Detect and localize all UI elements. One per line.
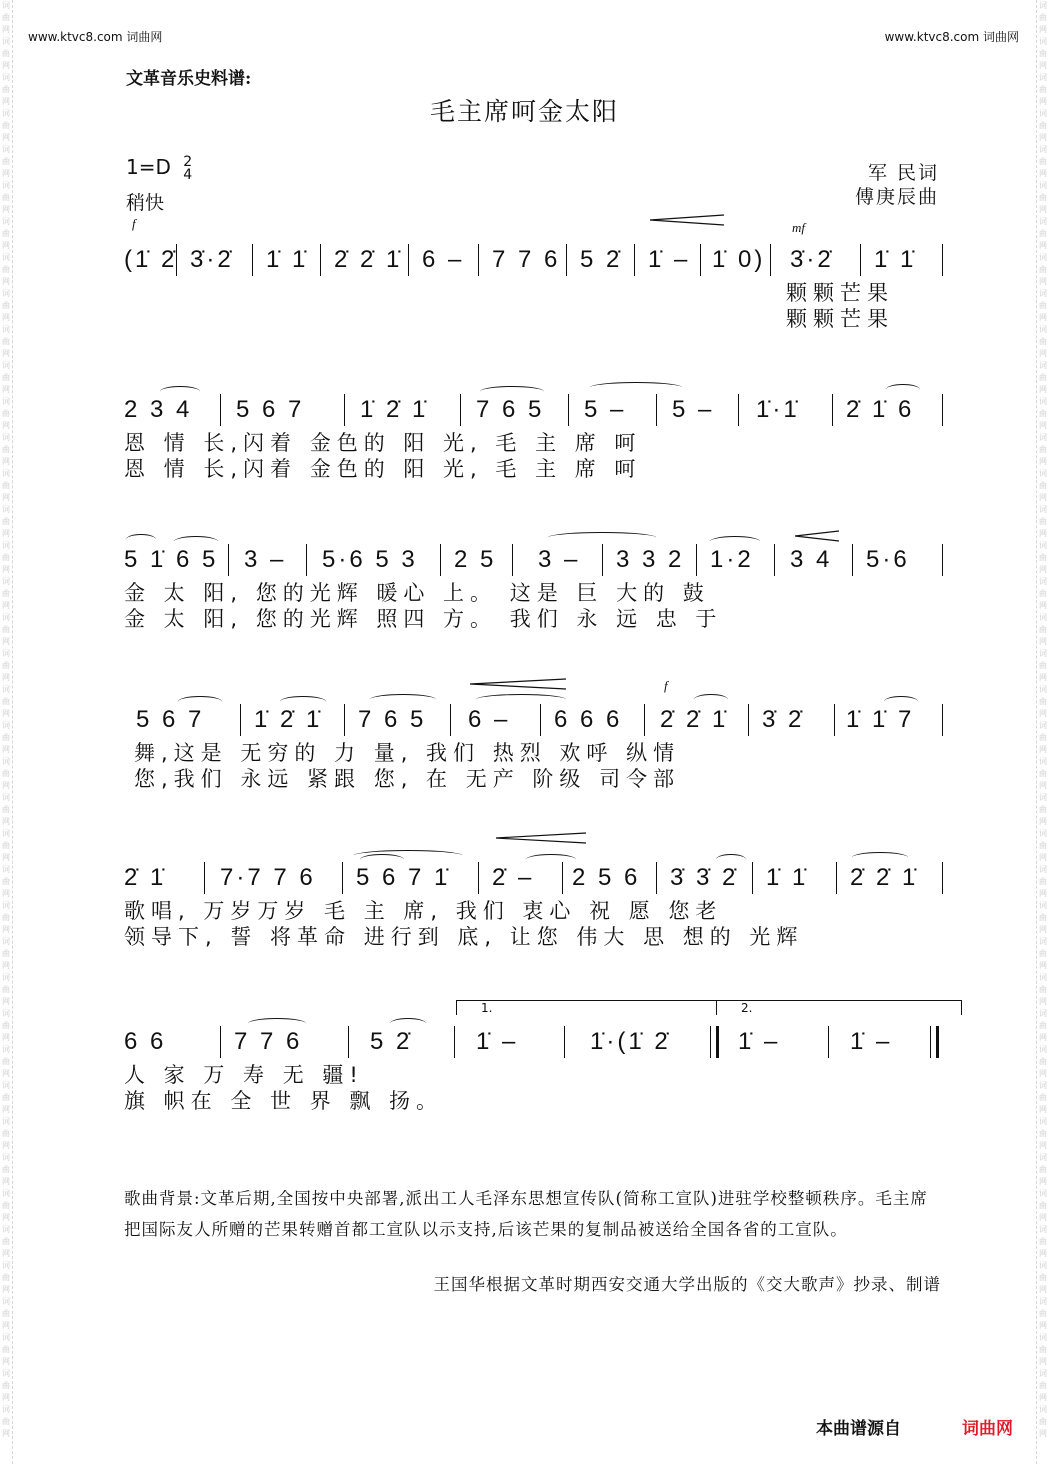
barline [540, 704, 541, 736]
barline [568, 394, 569, 426]
measure: 2 5 6 [572, 864, 641, 891]
barline [834, 704, 835, 736]
measure: 3̇·2̇ [190, 246, 234, 273]
lyric-verse-1: 金 太 阳, 您的光辉 暖心 上。 这是 巨 大的 鼓 [124, 581, 710, 605]
measure: 5 6 7 [136, 706, 205, 733]
barline [478, 244, 479, 276]
notation-line [120, 1022, 950, 1062]
measure: 3 4 [790, 546, 833, 573]
final-barline-thin [930, 1026, 931, 1058]
measure: 1̇ – [850, 1028, 893, 1055]
notation-line [120, 858, 950, 898]
measure: 2̇ 2̇ 1̇ [850, 864, 919, 891]
lyric-verse-1: 颗颗芒果 [786, 281, 894, 305]
barline [176, 244, 177, 276]
barline [460, 394, 461, 426]
score-system-1 [120, 240, 950, 332]
measure: 7 7 6 [234, 1028, 303, 1055]
footer-site-link[interactable]: 词曲网 [962, 1419, 1013, 1439]
measure: 1̇ 1̇ [874, 246, 917, 273]
measure: 7 6 5 [358, 706, 427, 733]
measure: 1̇·1̇ [756, 396, 800, 423]
barline [440, 544, 441, 576]
measure: 3̇ 3̇ 2̇ [670, 864, 739, 891]
measure: 1̇ 1̇ [766, 864, 809, 891]
score-system-5 [120, 858, 950, 950]
measure: 5·6 [866, 546, 910, 573]
lyric-verse-2: 颗颗芒果 [786, 307, 894, 331]
barline [832, 394, 833, 426]
barline [408, 244, 409, 276]
barline [220, 1026, 221, 1058]
side-watermark-left: 词曲网词曲网词曲网词曲网词曲网词曲网词曲网词曲网词曲网词曲网词曲网词曲网词曲网词曲网词曲网词曲网词曲网词曲网词曲网词曲网词曲网词曲网词曲网词曲网词曲网词曲网词曲网词曲网词曲网词曲网词曲网词曲网词曲网词曲网词曲网词曲网词曲网词曲网词曲网词曲网 [0, 0, 13, 1464]
barline [942, 394, 943, 426]
barline [320, 244, 321, 276]
meter-bottom: 4 [183, 166, 193, 183]
repeat-barline [710, 1026, 711, 1058]
barline [852, 544, 853, 576]
song-background-note: 歌曲背景:文革后期,全国按中央部署,派出工人毛泽东思想宣传队(简称工宣队)进驻学校整顿秩序。毛主席把国际友人所赠的芒果转赠首都工宣队以示支持,后该芒果的复制品被送给全国各省的工宣队。 [124, 1189, 928, 1239]
barline [656, 394, 657, 426]
final-barline-thick [936, 1026, 939, 1058]
crescendo-hairpin-3 [470, 678, 568, 690]
measure: 5 1̇ 6 5 [124, 546, 219, 573]
barline [942, 544, 943, 576]
dynamic-f-1: f [132, 216, 136, 231]
measure: 1̇ 1̇ 7 [846, 706, 915, 733]
volta-2-label: 2. [741, 1001, 753, 1015]
measure: 5 – [672, 396, 715, 423]
measure: 3̇ 2̇ [762, 706, 805, 733]
lyricist-credit: 军 民词 [867, 162, 939, 184]
barline [770, 244, 771, 276]
barline [228, 544, 229, 576]
measure: 6 6 [124, 1028, 167, 1055]
lyric-verse-1: 舞,这是 无穷的 力 量, 我们 热烈 欢呼 纵情 [134, 741, 681, 765]
barline [656, 862, 657, 894]
barline [478, 862, 479, 894]
notation-line [120, 240, 950, 280]
lyric-verse-2: 您,我们 永远 紧跟 您, 在 无产 阶级 司令部 [134, 767, 681, 791]
notation-line [120, 540, 950, 580]
measure: 3̇·2̇ [790, 246, 834, 273]
dynamic-mf: mf [792, 220, 805, 235]
score-system-3 [120, 540, 950, 632]
barline [342, 862, 343, 894]
barline [644, 704, 645, 736]
side-watermark-right: 词曲网词曲网词曲网词曲网词曲网词曲网词曲网词曲网词曲网词曲网词曲网词曲网词曲网词曲网词曲网词曲网词曲网词曲网词曲网词曲网词曲网词曲网词曲网词曲网词曲网词曲网词曲网词曲网词曲网词曲网词曲网词曲网词曲网词曲网词曲网词曲网词曲网词曲网词曲网词曲网 [1036, 0, 1049, 1464]
barline [634, 244, 635, 276]
key-label: 1=D [126, 155, 171, 179]
barline [450, 704, 451, 736]
volta-1-label: 1. [481, 1001, 493, 1015]
barline [942, 244, 943, 276]
measure: 1·2 [710, 546, 754, 573]
barline [512, 544, 513, 576]
measure: 2 5 [454, 546, 497, 573]
second-ending-bracket [716, 1000, 962, 1015]
barline [562, 862, 563, 894]
measure: 3 – [538, 546, 581, 573]
measure: 2̇ 1̇ [124, 864, 167, 891]
lyric-verse-2: 恩 情 长,闪着 金色的 阳 光, 毛 主 席 呵 [124, 457, 642, 481]
measure: 1̇ – [476, 1028, 519, 1055]
barline [696, 544, 697, 576]
measure: 5 – [584, 396, 627, 423]
measure: 7 6 5 [476, 396, 545, 423]
barline [344, 704, 345, 736]
lyric-verse-1: 人 家 万 寿 无 疆! [124, 1063, 364, 1087]
measure: 5·6 5 3 [322, 546, 418, 573]
measure: 6 – [422, 246, 465, 273]
barline [348, 1026, 349, 1058]
barline [700, 244, 701, 276]
measure: 3 – [244, 546, 287, 573]
measure: 1̇·(1̇ 2̇ [590, 1028, 671, 1055]
lyric-verse-2: 金 太 阳, 您的光辉 照四 方。 我们 永 远 忠 于 [124, 607, 723, 631]
crescendo-hairpin-4 [496, 832, 588, 844]
barline [860, 244, 861, 276]
dynamic-f-2: f [664, 678, 668, 693]
barline [836, 862, 837, 894]
barline [748, 704, 749, 736]
barline [942, 862, 943, 894]
measure: 1̇ 2̇ 1̇ [254, 706, 323, 733]
score-system-4 [120, 700, 950, 792]
measure: 1̇ – [648, 246, 691, 273]
measure: 2̇ 2̇ 1̇ [334, 246, 403, 273]
barline [344, 394, 345, 426]
time-signature [183, 153, 193, 183]
lyric-verse-1: 歌唱, 万岁万岁 毛 主 席, 我们 衷心 祝 愿 您老 [124, 899, 723, 923]
measure: 5 2̇ [370, 1028, 413, 1055]
barline [240, 704, 241, 736]
score-system-2 [120, 390, 950, 482]
notation-line [120, 700, 950, 740]
measure: 5 6 7 [236, 396, 305, 423]
measure: 1̇ – [738, 1028, 781, 1055]
first-ending-bracket [456, 1000, 741, 1015]
barline [454, 1026, 455, 1058]
song-title: 毛主席呵金太阳 [429, 97, 619, 126]
barline [752, 862, 753, 894]
barline [602, 544, 603, 576]
measure: 1̇ 1̇ [266, 246, 309, 273]
barline [564, 1026, 565, 1058]
measure: 5 6 7 1̇ [356, 864, 451, 891]
transcription-source: 王国华根据文革时期西安交通大学出版的《交大歌声》抄录、制谱 [433, 1275, 941, 1294]
measure: 6 6 6 [554, 706, 623, 733]
notation-line [120, 390, 950, 430]
site-url-right[interactable]: www.ktvc8.com 词曲网 [884, 30, 1019, 44]
measure: 2̇ 2̇ 1̇ [660, 706, 729, 733]
measure: 7 7 6 [492, 246, 561, 273]
barline [220, 394, 221, 426]
measure: 1̇ 2̇ 1̇ [360, 396, 429, 423]
lyric-verse-1: 恩 情 长,闪着 金色的 阳 光, 毛 主 席 呵 [124, 431, 642, 455]
score-system-6 [120, 1001, 950, 1114]
measure: 7·7 7 6 [220, 864, 316, 891]
site-url-left[interactable]: www.ktvc8.com 词曲网 [28, 30, 163, 44]
measure: 3 3 2 [616, 546, 685, 573]
meter-top: 2 [183, 153, 193, 170]
barline [566, 244, 567, 276]
measure: 2̇ – [492, 864, 535, 891]
footer-source-label: 本曲谱源自 [816, 1419, 901, 1439]
barline [252, 244, 253, 276]
measure: 5 2̇ [580, 246, 623, 273]
lyric-verse-2: 旗 帜在 全 世 界 飘 扬。 [124, 1089, 444, 1113]
repeat-barline-thick [716, 1026, 719, 1058]
barline [306, 544, 307, 576]
series-label: 文革音乐史料谱: [126, 69, 252, 89]
barline [942, 704, 943, 736]
barline [828, 1026, 829, 1058]
barline [204, 862, 205, 894]
lyric-verse-2: 领导下, 誓 将革命 进行到 底, 让您 伟大 思 想的 光辉 [124, 925, 804, 949]
measure: 6 – [468, 706, 511, 733]
measure: (1̇ 2̇ [124, 246, 178, 273]
key-signature [126, 155, 192, 182]
measure: 2̇ 1̇ 6 [846, 396, 915, 423]
tempo-marking: 稍快 [126, 192, 165, 214]
measure: 2 3 4 [124, 396, 193, 423]
barline [774, 544, 775, 576]
crescendo-hairpin-1 [650, 214, 726, 226]
barline [738, 394, 739, 426]
measure: 1̇ 0) [712, 246, 766, 273]
composer-credit: 傅庚辰曲 [854, 186, 939, 208]
